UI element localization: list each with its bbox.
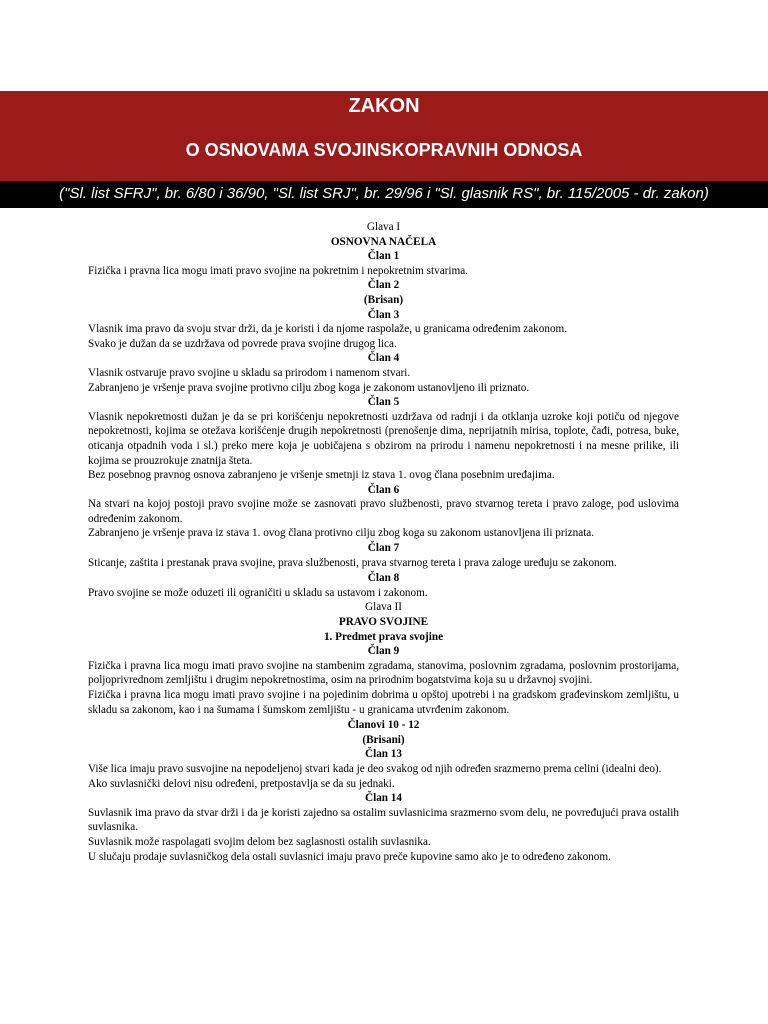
article-paragraph: Svako je dužan da se uzdržava od povrede prava svojine drugog lica. — [88, 337, 397, 350]
chapter-heading: PRAVO SVOJINE — [338, 616, 429, 629]
article-label: Član 8 — [367, 572, 400, 585]
article-label: Član 9 — [367, 645, 400, 658]
article-paragraph: Više lica imaju pravo susvojine na nepodeljenoj stvari kada je deo svakog od njih određen srazmerno prema celini (idealni deo). — [88, 762, 662, 775]
article-label: Član 14 — [365, 792, 402, 805]
article-label: Član 3 — [367, 308, 400, 321]
section-heading: 1. Predmet prava svojine — [323, 630, 444, 643]
article-paragraph: Na stvari na kojoj postoji pravo svojine može se zasnovati pravo službenosti, pravo stvarnog tereta i pravo zaloge, pod uslovima određenim zakonom. — [88, 498, 679, 525]
article-paragraph: U slučaju prodaje suvlasničkog dela ostali suvlasnici imaju pravo preče kupovine samo ako je to određeno zakonom. — [88, 850, 611, 863]
article-label: Član 13 — [365, 748, 402, 761]
article-label: Član 4 — [367, 352, 400, 365]
article-label: Član 1 — [367, 250, 400, 263]
article-note: (Brisan) — [363, 293, 404, 306]
article-paragraph: Vlasnik ima pravo da svoju stvar drži, da je koristi i da njome raspolaže, u granicama određenim zakonom. — [88, 323, 568, 336]
article-paragraph: Sticanje, zaštita i prestanak prava svojine, prava službenosti, prava stvarnog tereta i prava zaloge uređuju se zakonom. — [88, 556, 617, 569]
article-label: Član 6 — [367, 483, 400, 496]
article-paragraph: Suvlasnik ima pravo da stvar drži i da je koristi zajedno sa ostalim suvlasnicima srazmerno svom delu, ne povređujući prava ostalih suvlasnika. — [88, 806, 679, 834]
law-text — [88, 220, 679, 864]
law-title: ZAKON — [348, 95, 420, 117]
article-paragraph: Vlasnik ostvaruje pravo svojine u skladu sa prirodom i namenom stvari. — [88, 366, 411, 379]
gazette-citation: ("Sl. list SFRJ", br. 6/80 i 36/90, "Sl. list SRJ", br. 29/96 i "Sl. glasnik RS", br. 115/2005 - dr. zakon) — [59, 185, 709, 202]
article-paragraph: Zabranjeno je vršenje prava iz stava 1. ovog člana protivno cilju zbog koga su zakonom ustanovljena ili priznata. — [88, 527, 595, 540]
article-paragraph: Pravo svojine se može oduzeti ili ograničiti u skladu sa ustavom i zakonom. — [88, 586, 428, 599]
article-paragraph: Zabranjeno je vršenje prava svojine protivno cilju zbog koga je zakonom ustanovljeno ili priznato. — [88, 381, 530, 394]
article-label: Članovi 10 - 12 — [347, 719, 420, 732]
article-label: Član 7 — [367, 542, 400, 555]
article-paragraph: Fizička i pravna lica mogu imati pravo svojine na stambenim zgradama, stanovima, poslovnim zgradama, poslovnim prostorijama, poljoprivrednom zemljištu i drugim nepokretnostima, osim na prirodnim bogatstvima koja su u državnoj svojini. — [88, 659, 679, 687]
chapter-label: Glava II — [365, 601, 402, 614]
chapter-label: Glava I — [366, 221, 401, 233]
law-subtitle: O OSNOVAMA SVOJINSKOPRAVNIH ODNOSA — [185, 140, 583, 160]
article-paragraph: Suvlasnik može raspolagati svojim delom bez saglasnosti ostalih suvlasnika. — [88, 835, 431, 848]
article-paragraph: Vlasnik nepokretnosti dužan je da se pri korišćenju nepokretnosti uzdržava od radnji i da otklanja uzroke koji potiču od njegove nepokretnosti, kojima se otežava korišćenje drugih nepokretnosti (prenošenje dima, neprijatnih mirisa, toplote, čađi, potresa, buke, oticanja otpadnih voda i sl.) preko mere koja je uobičajena s obzirom na prirodu i namenu nepokretnosti i na mesne prilike, ili kojima se prouzrokuje znatnija šteta. — [88, 410, 679, 467]
article-note: (Brisani) — [362, 733, 405, 746]
article-paragraph: Ako suvlasnički delovi nisu određeni, pretpostavlja se da su jednaki. — [88, 777, 395, 790]
article-label: Član 2 — [367, 279, 400, 292]
article-label: Član 5 — [367, 396, 400, 409]
chapter-heading: OSNOVNA NAČELA — [330, 235, 437, 248]
article-paragraph: Fizička i pravna lica mogu imati pravo svojine i na pojedinim dobrima u opštoj upotrebi i na gradskom građevinskom zemljištu, u skladu sa zakonom, kao i na šumama i šumskom zemljištu - u granicama utvrđenim zakonom. — [88, 689, 679, 716]
article-paragraph: Fizička i pravna lica mogu imati pravo svojine na pokretnim i nepokretnim stvarima. — [88, 264, 468, 277]
article-paragraph: Bez posebnog pravnog osnova zabranjeno je vršenje smetnji iz stava 1. ovog člana posebnim uređajima. — [88, 469, 555, 482]
